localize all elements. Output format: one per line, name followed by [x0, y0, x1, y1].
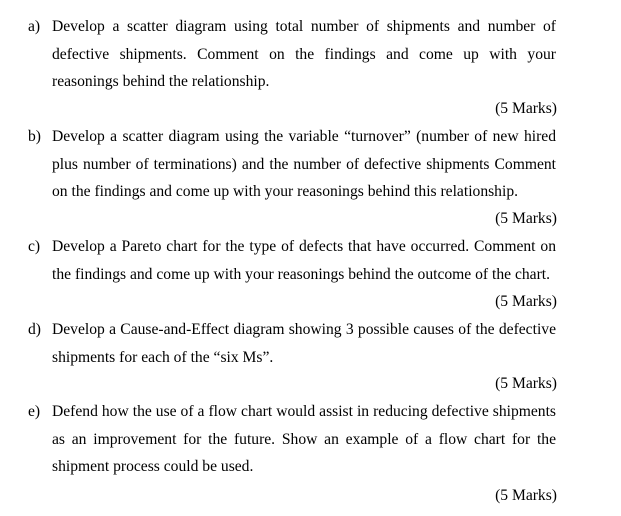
- question-text: Defend how the use of a flow chart would assist in reducing defective shipments as an improvement for the future. Show an example of a flow chart for the shipment process could be used.: [52, 403, 556, 476]
- question-c: [28, 233, 568, 288]
- question-letter: e): [28, 403, 41, 420]
- question-a: [28, 13, 568, 96]
- question-c-marks: (5 Marks): [495, 293, 557, 310]
- question-letter: a): [28, 18, 41, 35]
- question-text: Develop a Pareto chart for the type of defects that have occurred. Comment on the findings and come up with your reasonings behind the outcome of the chart.: [52, 238, 556, 283]
- question-letter: d): [28, 321, 41, 338]
- question-d-marks: (5 Marks): [495, 375, 557, 392]
- question-text: Develop a scatter diagram using the variable “turnover” (number of new hired plus number of terminations) and the number of defective shipments Comment on the findings and come up with your reasonings behind this relationship.: [52, 128, 556, 201]
- question-e: [28, 398, 568, 481]
- question-e-marks: (5 Marks): [495, 487, 557, 504]
- question-b: [28, 123, 568, 206]
- question-letter: c): [28, 238, 41, 255]
- question-text: Develop a Cause-and-Effect diagram showing 3 possible causes of the defective shipments for each of the “six Ms”.: [52, 321, 556, 366]
- question-a-marks: (5 Marks): [495, 100, 557, 117]
- question-d: [28, 316, 568, 371]
- question-letter: b): [28, 128, 41, 145]
- question-b-marks: (5 Marks): [495, 210, 557, 227]
- question-text: Develop a scatter diagram using total number of shipments and number of defective shipments. Comment on the findings and come up with your reasonings behind the relationship.: [52, 18, 556, 91]
